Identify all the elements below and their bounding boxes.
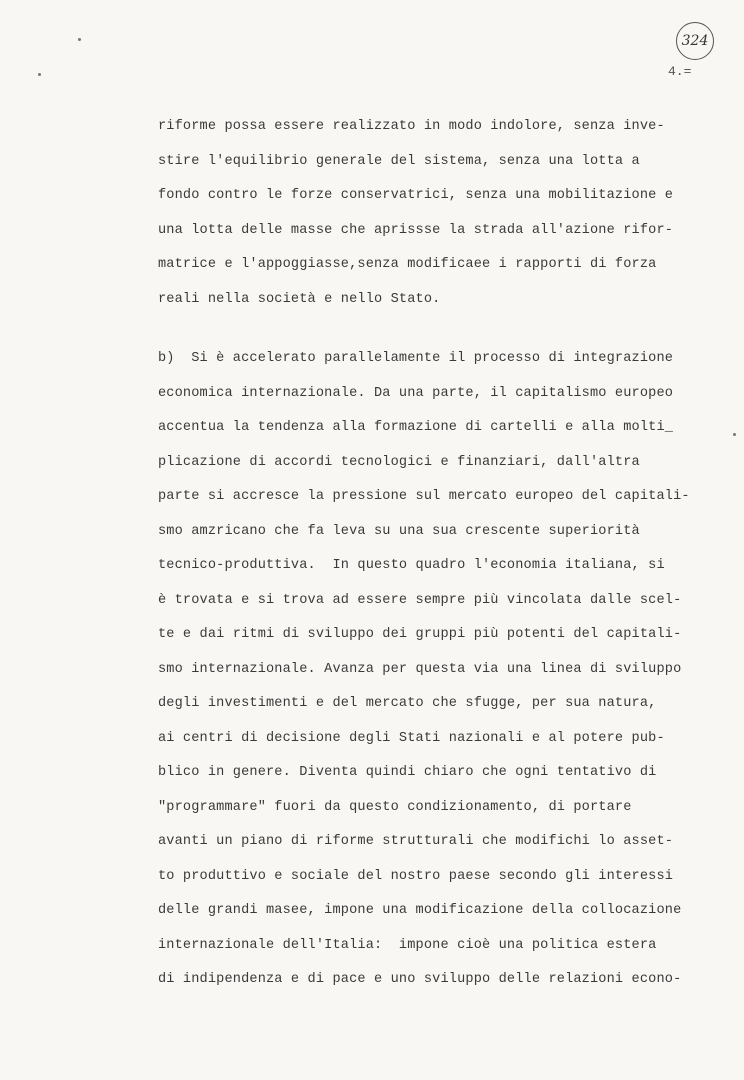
text-line: reali nella società e nello Stato. — [158, 291, 441, 307]
paragraph-1 — [158, 110, 718, 317]
text-line: te e dai ritmi di sviluppo dei gruppi più potenti del capitali- — [158, 627, 682, 642]
archive-stamp — [676, 22, 714, 60]
text-line: degli investimenti e del mercato che sfugge, per sua natura, — [158, 696, 657, 711]
text-line: è trovata e si trova ad essere sempre più vincolata dalle scel- — [158, 592, 682, 608]
text-line: smo internazionale. Avanza per questa via una linea di sviluppo — [158, 661, 682, 677]
text-line: ai centri di decisione degli Stati nazionali e al potere pub- — [158, 730, 665, 746]
text-line: accentua la tendenza alla formazione di cartelli e alla molti_ — [158, 420, 674, 435]
text-line: delle grandi masee, impone una modificazione della collocazione — [158, 903, 682, 918]
text-line: plicazione di accordi tecnologici e finanziari, dall'altra — [158, 454, 640, 470]
text-line: tecnico-produttiva. In questo quadro l'economia italiana, si — [158, 558, 665, 573]
text-line: economica internazionale. Da una parte, il capitalismo europeo — [158, 385, 674, 401]
text-line: to produttivo e sociale del nostro paese secondo gli interessi — [158, 868, 674, 884]
scan-speck — [78, 38, 81, 41]
text-line: fondo contro le forze conservatrici, senza una mobilitazione e — [158, 188, 674, 203]
paragraph-2 — [158, 342, 718, 998]
archive-number: 324 — [681, 33, 709, 49]
text-line: matrice e l'appoggiasse,senza modificaee i rapporti di forza — [158, 257, 657, 272]
scan-speck — [733, 433, 736, 436]
text-line: "programmare" fuori da questo condizionamento, di portare — [158, 799, 632, 815]
text-line: smo amzricano che fa leva su una sua crescente superiorità — [158, 523, 640, 539]
text-line: riforme possa essere realizzato in modo indolore, senza inve- — [158, 119, 665, 134]
text-line: una lotta delle masse che aprissse la strada all'azione rifor- — [158, 222, 674, 238]
text-line: internazionale dell'Italia: impone cioè una politica estera — [158, 937, 657, 953]
page-number: 4.= — [668, 64, 692, 79]
text-line: blico in genere. Diventa quindi chiaro che ogni tentativo di — [158, 765, 657, 780]
text-line: parte si accresce la pressione sul mercato europeo del capitali- — [158, 489, 690, 504]
scan-speck — [38, 73, 41, 76]
text-line: stire l'equilibrio generale del sistema, senza una lotta a — [158, 153, 640, 169]
text-line: b) Si è accelerato parallelamente il processo di integrazione — [158, 351, 674, 366]
text-line: avanti un piano di riforme strutturali che modifichi lo asset- — [158, 834, 674, 849]
text-line: di indipendenza e di pace e uno sviluppo delle relazioni econo- — [158, 972, 682, 987]
